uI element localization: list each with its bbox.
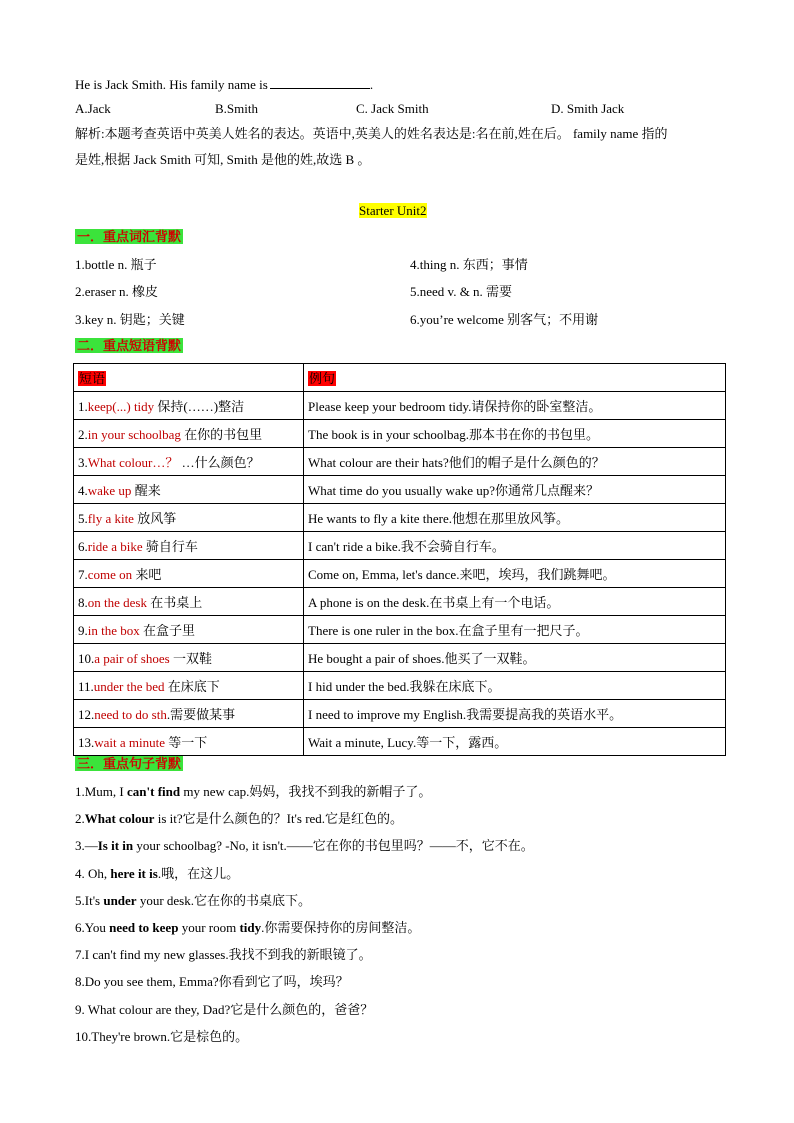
sentence-key-phrase: What colour bbox=[84, 811, 155, 827]
sentence-text: your room bbox=[178, 920, 240, 935]
table-row bbox=[74, 420, 726, 448]
explanation-line-2: 是姓,根据 Jack Smith 可知, Smith 是他的姓,故选 B 。 bbox=[75, 152, 371, 167]
table-row bbox=[74, 700, 726, 728]
phrase-number: 3. bbox=[78, 455, 88, 470]
sentence-key-phrase: can't find bbox=[127, 784, 181, 799]
sentence-text: 10.They're brown.它是棕色的。 bbox=[75, 1028, 249, 1044]
sentence-text: .你需要保持你的房间整洁。 bbox=[261, 920, 421, 935]
section-sentence-title: 三．重点句子背默 bbox=[77, 756, 182, 771]
header-phrase-text: 短语 bbox=[79, 371, 106, 386]
sentence-text: 5.It's bbox=[75, 892, 104, 908]
header-phrase bbox=[74, 364, 304, 392]
sentence-text: 3.— bbox=[75, 838, 98, 854]
phrase-chinese: 在床底下 bbox=[164, 679, 220, 694]
phrase-cell bbox=[74, 644, 304, 672]
sentence-item bbox=[75, 973, 349, 991]
phrase-number: 5. bbox=[78, 511, 88, 526]
sentence-item bbox=[75, 783, 431, 801]
example-cell: Come on, Emma, let's dance.来吧，埃玛，我们跳舞吧。 bbox=[304, 560, 726, 588]
table-row bbox=[74, 504, 726, 532]
example-cell: Wait a minute, Lucy.等一下，露西。 bbox=[304, 728, 726, 756]
example-cell: What colour are their hats?他们的帽子是什么颜色的？ bbox=[304, 448, 726, 476]
example-cell: A phone is on the desk.在书桌上有一个电话。 bbox=[304, 588, 726, 616]
table-row bbox=[74, 644, 726, 672]
phrase-english: keep(...) tidy bbox=[87, 399, 155, 414]
sentence-key-phrase: Is it in bbox=[97, 838, 134, 854]
phrase-number: 8. bbox=[78, 595, 88, 610]
phrase-cell bbox=[74, 616, 304, 644]
vocab-item: 5.need v. & n. 需要 bbox=[410, 284, 513, 299]
sentence-text: your desk.它在你的书桌底下。 bbox=[136, 892, 311, 908]
phrase-cell bbox=[74, 560, 304, 588]
example-cell: I can't ride a bike.我不会骑自行车。 bbox=[304, 532, 726, 560]
example-cell: He wants to fly a kite there.他想在那里放风筝。 bbox=[304, 504, 726, 532]
phrase-number: 7. bbox=[78, 567, 88, 582]
phrase-english: What colour…？ bbox=[87, 455, 179, 470]
example-cell: He bought a pair of shoes.他买了一双鞋。 bbox=[304, 644, 726, 672]
section-vocab-heading bbox=[75, 228, 183, 246]
phrase-number: 9. bbox=[78, 623, 88, 638]
phrase-number: 10. bbox=[78, 651, 95, 666]
section-sentence-heading bbox=[75, 755, 183, 773]
phrase-cell bbox=[74, 420, 304, 448]
table-row bbox=[74, 532, 726, 560]
phrase-cell bbox=[74, 392, 304, 420]
sentence-item bbox=[75, 865, 239, 883]
phrase-english: a pair of shoes bbox=[94, 651, 170, 666]
sentence-text: 9. What colour are they, Dad?它是什么颜色的，爸爸？ bbox=[75, 1001, 374, 1017]
option-c: C. Jack Smith bbox=[356, 101, 429, 116]
vocab-item: 4.thing n. 东西；事情 bbox=[410, 257, 528, 272]
sentence-key-phrase: under bbox=[103, 892, 137, 908]
phrase-cell bbox=[74, 532, 304, 560]
phrase-chinese: 骑自行车 bbox=[142, 539, 198, 554]
sentence-text: your schoolbag? -No, it isn't.——它在你的书包里吗？——不，它不在。 bbox=[133, 838, 534, 854]
phrase-english: ride a bike bbox=[87, 539, 143, 554]
phrase-number: 6. bbox=[78, 539, 88, 554]
example-cell: I hid under the bed.我躲在床底下。 bbox=[304, 672, 726, 700]
sentence-text: my new cap.妈妈，我找不到我的新帽子了。 bbox=[180, 784, 432, 799]
phrase-cell bbox=[74, 672, 304, 700]
sentence-text: 7.I can't find my new glasses.我找不到我的新眼镜了。 bbox=[75, 947, 372, 963]
unit-title-text: Starter Unit2 bbox=[359, 203, 427, 218]
sentence-key-phrase: here it is bbox=[110, 865, 158, 881]
phrase-cell bbox=[74, 448, 304, 476]
phrase-chinese: 在书桌上 bbox=[146, 595, 203, 610]
sentence-item bbox=[75, 892, 311, 910]
phrase-english: come on bbox=[87, 567, 133, 582]
phrase-chinese: 在盒子里 bbox=[139, 623, 196, 638]
example-cell: What time do you usually wake up?你通常几点醒来？ bbox=[304, 476, 726, 504]
sentence-text: 2. bbox=[75, 811, 85, 827]
option-a: A.Jack bbox=[75, 101, 111, 116]
sentence-text: is it?它是什么颜色的？It's red.它是红色的。 bbox=[154, 811, 404, 827]
option-d: D. Smith Jack bbox=[551, 101, 625, 116]
example-cell: The book is in your schoolbag.那本书在你的书包里。 bbox=[304, 420, 726, 448]
phrase-table bbox=[73, 363, 726, 756]
sentence-item bbox=[75, 1001, 373, 1019]
phrase-english: under the bed bbox=[93, 679, 165, 694]
header-example-text: 例句 bbox=[309, 371, 336, 386]
sentence-item bbox=[75, 810, 403, 828]
example-cell: There is one ruler in the box.在盒子里有一把尺子。 bbox=[304, 616, 726, 644]
section-vocab-title: 一．重点词汇背默 bbox=[77, 229, 182, 244]
sentence-text: 4. Oh, bbox=[75, 865, 111, 881]
phrase-number: 11. bbox=[78, 679, 94, 694]
unit-title bbox=[359, 202, 427, 220]
phrase-english: need to do sth bbox=[94, 707, 167, 722]
vocab-item: 1.bottle n. 瓶子 bbox=[75, 257, 157, 272]
question-stem-text: He is Jack Smith. His family name is bbox=[75, 77, 268, 92]
phrase-cell bbox=[74, 700, 304, 728]
table-row bbox=[74, 560, 726, 588]
sentence-item bbox=[75, 946, 372, 964]
vocab-item: 2.eraser n. 橡皮 bbox=[75, 284, 159, 299]
phrase-chinese: 醒来 bbox=[131, 483, 161, 498]
phrase-chinese: 保持(……)整洁 bbox=[154, 399, 245, 414]
phrase-number: 13. bbox=[78, 735, 95, 750]
phrase-chinese: 来吧 bbox=[132, 567, 162, 582]
vocab-item: 6.you’re welcome 别客气；不用谢 bbox=[410, 312, 599, 327]
phrase-number: 12. bbox=[78, 707, 95, 722]
table-row bbox=[74, 616, 726, 644]
phrase-number: 2. bbox=[78, 427, 88, 442]
sentence-text: .哦，在这儿。 bbox=[157, 865, 240, 881]
table-row bbox=[74, 588, 726, 616]
sentence-text: 8.Do you see them, Emma?你看到它了吗，埃玛？ bbox=[75, 974, 349, 990]
table-row bbox=[74, 448, 726, 476]
phrase-english: in the box bbox=[87, 623, 140, 638]
phrase-table-header bbox=[74, 364, 726, 392]
phrase-cell bbox=[74, 728, 304, 756]
question-stem bbox=[75, 76, 373, 94]
phrase-english: on the desk bbox=[87, 595, 147, 610]
section-phrase-heading bbox=[75, 337, 183, 355]
example-cell: Please keep your bedroom tidy.请保持你的卧室整洁。 bbox=[304, 392, 726, 420]
sentence-item bbox=[75, 919, 420, 937]
phrase-cell bbox=[74, 476, 304, 504]
section-phrase-title: 二．重点短语背默 bbox=[77, 338, 182, 353]
phrase-cell bbox=[74, 504, 304, 532]
phrase-chinese: 放风筝 bbox=[133, 511, 177, 526]
table-row bbox=[74, 728, 726, 756]
question-stem-end: . bbox=[369, 77, 374, 92]
option-b: B.Smith bbox=[215, 101, 258, 116]
header-example bbox=[304, 364, 726, 392]
phrase-chinese: 等一下 bbox=[165, 735, 208, 750]
phrase-english: wait a minute bbox=[94, 735, 166, 750]
phrase-chinese: 一双鞋 bbox=[169, 651, 212, 666]
phrase-english: fly a kite bbox=[87, 511, 134, 526]
table-row bbox=[74, 476, 726, 504]
phrase-number: 1. bbox=[78, 399, 88, 414]
table-row bbox=[74, 672, 726, 700]
explanation-line-1: 解析:本题考查英语中英美人姓名的表达。英语中,英美人的姓名表达是:名在前,姓在后。 family name 指的 bbox=[75, 126, 668, 141]
sentence-item bbox=[75, 1028, 248, 1046]
example-cell: I need to improve my English.我需要提高我的英语水平。 bbox=[304, 700, 726, 728]
phrase-number: 4. bbox=[78, 483, 88, 498]
phrase-chinese: 在你的书包里 bbox=[180, 427, 263, 442]
phrase-english: wake up bbox=[87, 483, 132, 498]
answer-blank bbox=[270, 76, 370, 89]
table-row bbox=[74, 392, 726, 420]
vocab-item: 3.key n. 钥匙；关键 bbox=[75, 312, 185, 327]
sentence-text: 1.Mum, I bbox=[75, 784, 127, 799]
phrase-chinese: .需要做某事 bbox=[166, 707, 236, 722]
sentence-key-phrase: need to keep bbox=[109, 920, 179, 935]
phrase-english: in your schoolbag bbox=[87, 427, 181, 442]
phrase-chinese: …什么颜色？ bbox=[178, 455, 260, 470]
sentence-text: 6.You bbox=[75, 920, 110, 935]
sentence-key-phrase: tidy bbox=[239, 920, 262, 935]
sentence-item bbox=[75, 837, 534, 855]
phrase-cell bbox=[74, 588, 304, 616]
